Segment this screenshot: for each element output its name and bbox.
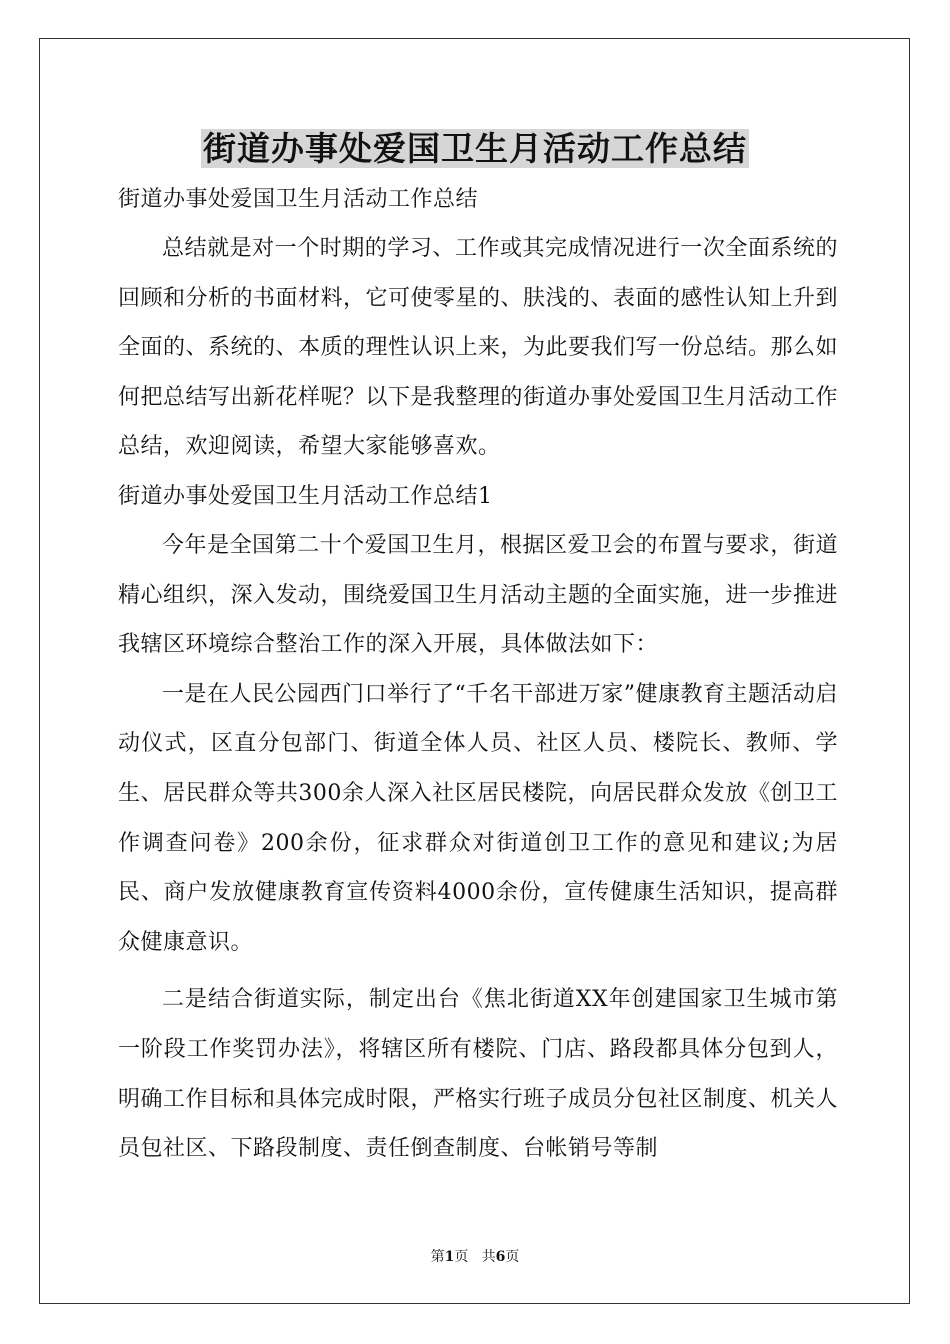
page-prefix: 第 bbox=[430, 1249, 445, 1265]
total-prefix: 共 bbox=[481, 1249, 496, 1265]
page-number: 1 bbox=[444, 1249, 455, 1265]
total-suffix: 页 bbox=[505, 1249, 520, 1265]
page-footer bbox=[0, 1247, 950, 1267]
document-title-text: 街道办事处爱国卫生月活动工作总结 bbox=[203, 129, 747, 168]
section-heading: 街道办事处爱国卫生月活动工作总结1 bbox=[118, 483, 493, 509]
document-subtitle: 街道办事处爱国卫生月活动工作总结 bbox=[118, 187, 479, 212]
document-title bbox=[0, 125, 950, 173]
page-suffix: 页 bbox=[454, 1249, 469, 1265]
document-body bbox=[118, 175, 838, 1174]
body-paragraph: 今年是全国第二十个爱国卫生月，根据区爱卫会的布置与要求，街道精心组织，深入发动，围绕爱国卫生月活动主题的全面实施，进一步推进我辖区环境综合整治工作的深入开展，具体做法如下： bbox=[118, 532, 839, 658]
body-paragraph: 一是在人民公园西门口举行了“千名干部进万家”健康教育主题活动启动仪式，区直分包部门、街道全体人员、社区人员、楼院长、教师、学生、居民群众等共300余人深入社区居民楼院，向居民群众发放《创卫工作调查问卷》200余份，征求群众对街道创卫工作的意见和建议;为居民、商户发放健康教育宣传资料4000余份，宣传健康生活知识，提高群众健康意识。 bbox=[118, 681, 838, 955]
body-paragraph: 二是结合街道实际，制定出台《焦北街道XX年创建国家卫生城市第一阶段工作奖罚办法》，将辖区所有楼院、门店、路段都具体分包到人，明确工作目标和具体完成时限，严格实行班子成员分包社区制度、机关人员包社区、下路段制度、责任倒查制度、台帐销号等制 bbox=[118, 987, 839, 1162]
total-pages: 6 bbox=[495, 1249, 506, 1265]
intro-paragraph: 总结就是对一个时期的学习、工作或其完成情况进行一次全面系统的回顾和分析的书面材料，它可使零星的、肤浅的、表面的感性认知上升到全面的、系统的、本质的理性认识上来，为此要我们写一份总结。那么如何把总结写出新花样呢？以下是我整理的街道办事处爱国卫生月活动工作总结，欢迎阅读，希望大家能够喜欢。 bbox=[118, 236, 839, 460]
